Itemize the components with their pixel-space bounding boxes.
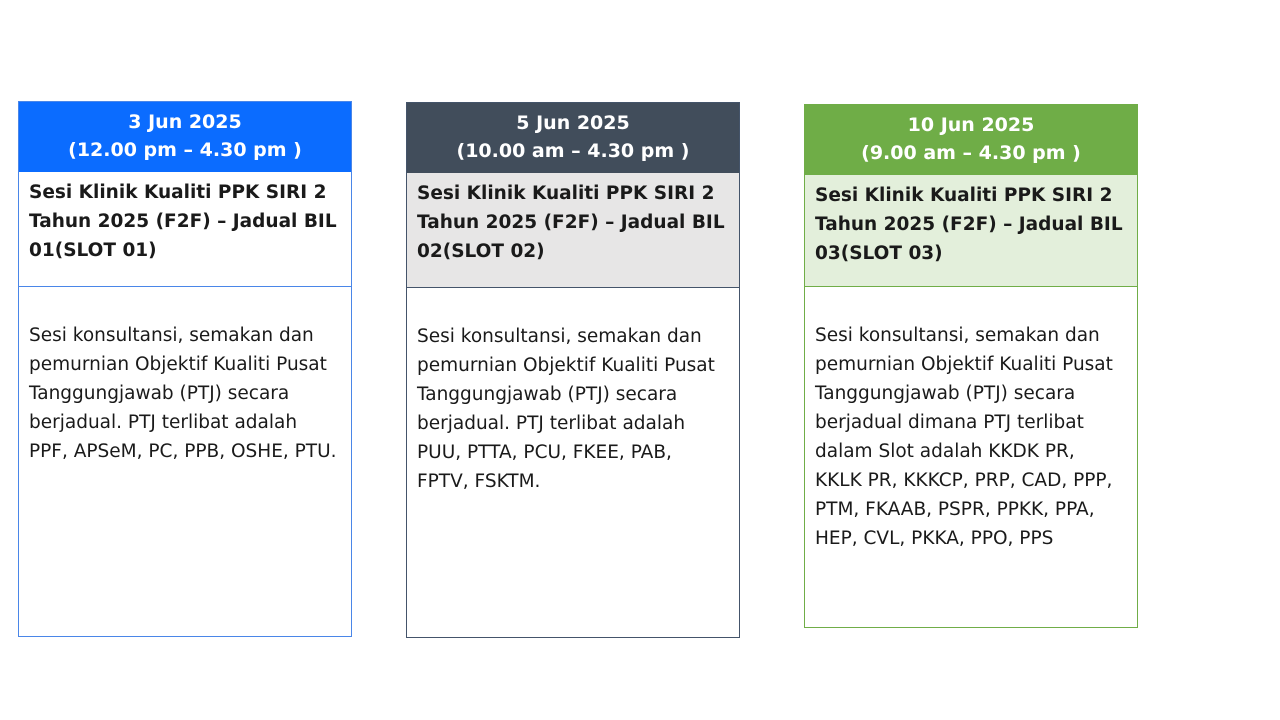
session-title: Sesi Klinik Kualiti PPK SIRI 2 Tahun 2025 (F2F) – Jadual BIL 01(SLOT 01) [19,172,351,287]
session-time: (9.00 am – 4.30 pm ) [861,142,1081,164]
schedule-card-slot-02 [406,102,740,638]
session-description: Sesi konsultansi, semakan dan pemurnian Objektif Kualiti Pusat Tanggungjawab (PTJ) secara berjadual. PTJ terlibat adalah PPF, APSeM, PC, PPB, OSHE, PTU. [29,325,337,462]
session-date: 3 Jun 2025 [128,111,242,133]
session-date: 10 Jun 2025 [907,114,1035,136]
session-description: Sesi konsultansi, semakan dan pemurnian Objektif Kualiti Pusat Tanggungjawab (PTJ) secara berjadual. PTJ terlibat adalah PUU, PTTA, PCU, FKEE, PAB, FPTV, FSKTM. [417,326,715,492]
card-header [19,102,351,172]
session-description: Sesi konsultansi, semakan dan pemurnian Objektif Kualiti Pusat Tanggungjawab (PTJ) secara berjadual dimana PTJ terlibat dalam Slot adalah KKDK PR, KKLK PR, KKKCP, PRP, CAD, PPP, PTM, FKAAB, PSPR, PPKK, PPA, HEP, CVL, PKKA, PPO, PPS [815,325,1113,549]
session-title: Sesi Klinik Kualiti PPK SIRI 2 Tahun 2025 (F2F) – Jadual BIL 03(SLOT 03) [805,175,1137,287]
session-date: 5 Jun 2025 [516,112,630,134]
schedule-card-slot-03 [804,104,1138,628]
session-title: Sesi Klinik Kualiti PPK SIRI 2 Tahun 2025 (F2F) – Jadual BIL 02(SLOT 02) [407,173,739,288]
session-time: (12.00 pm – 4.30 pm ) [68,139,302,161]
card-header [805,105,1137,175]
session-time: (10.00 am – 4.30 pm ) [456,140,690,162]
schedule-card-slot-01 [18,101,352,637]
card-header [407,103,739,173]
